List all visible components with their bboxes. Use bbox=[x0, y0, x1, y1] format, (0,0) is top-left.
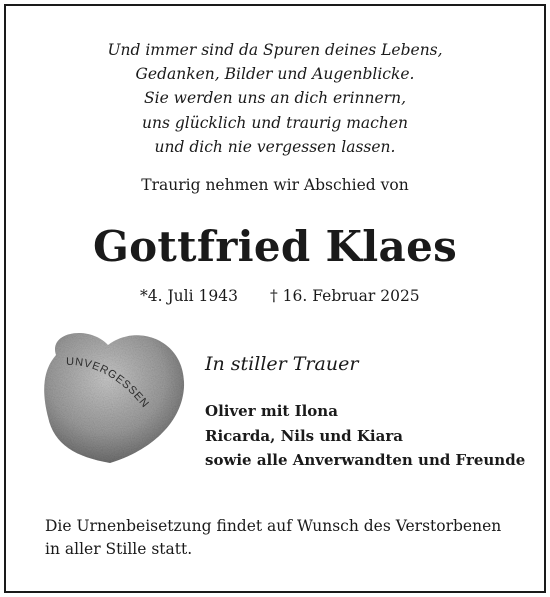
farewell-intro: Traurig nehmen wir Abschied von bbox=[141, 176, 409, 194]
poem-line: Sie werden uns an dich erinnern, bbox=[144, 89, 406, 108]
mourning-heading: In stiller Trauer bbox=[205, 353, 359, 375]
heart-stone-shape bbox=[44, 333, 184, 463]
poem-line: uns glücklich und traurig machen bbox=[142, 113, 408, 132]
poem-line: und dich nie vergessen lassen. bbox=[154, 137, 396, 156]
stone-heart-icon bbox=[38, 323, 190, 469]
family-list bbox=[205, 399, 525, 473]
family-member: sowie alle Anverwandten und Freunde bbox=[205, 451, 526, 469]
poem bbox=[0, 38, 550, 159]
burial-note: Die Urnenbeisetzung findet auf Wunsch des Verstorbenen in aller Stille statt. bbox=[45, 517, 502, 558]
heart-engraving-text: UNVERGESSEN bbox=[65, 355, 152, 411]
family-member: Ricarda, Nils und Kiara bbox=[205, 426, 403, 445]
poem-line: Gedanken, Bilder und Augenblicke. bbox=[135, 65, 415, 84]
death-date: † 16. Februar 2025 bbox=[270, 287, 420, 305]
deceased-name: Gottfried Klaes bbox=[92, 222, 458, 271]
poem-line: Und immer sind da Spuren deines Lebens, bbox=[107, 41, 443, 59]
family-member: Oliver mit Ilona bbox=[205, 402, 338, 420]
birth-date: *4. Juli 1943 bbox=[140, 287, 238, 305]
